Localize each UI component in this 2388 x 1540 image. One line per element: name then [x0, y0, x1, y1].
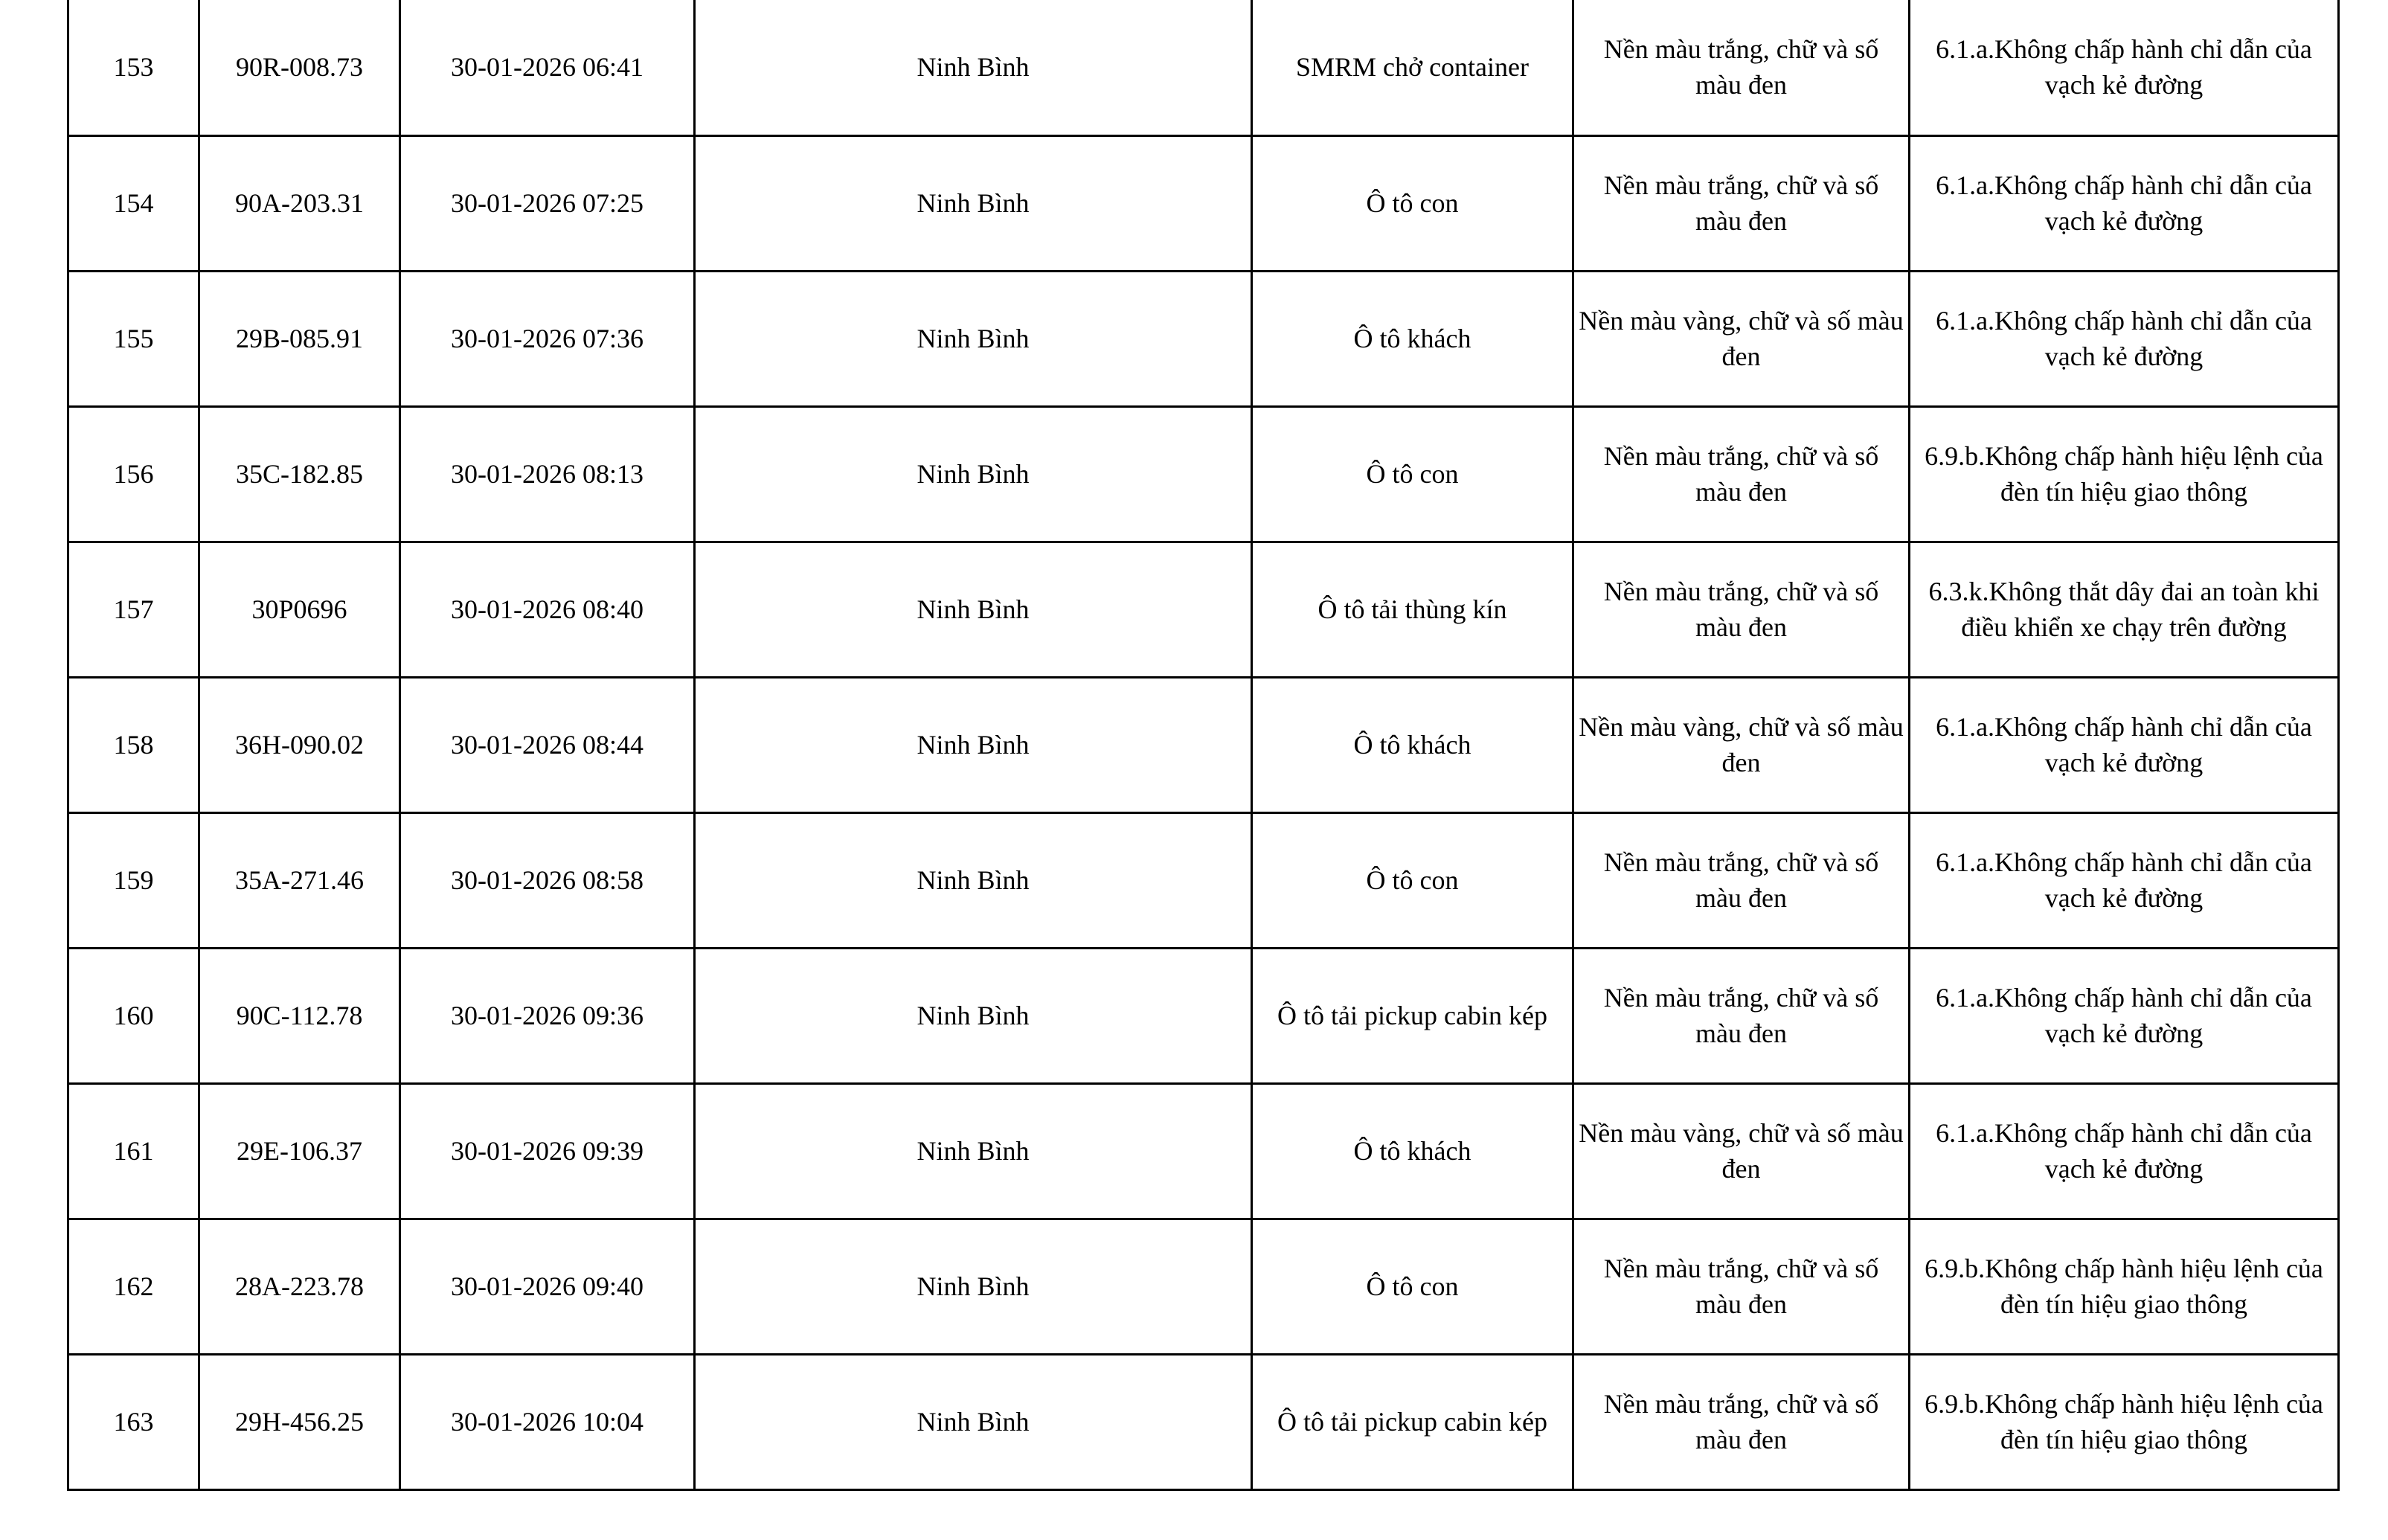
- cell-vehicle-type: Ô tô tải pickup cabin kép: [1252, 948, 1573, 1083]
- cell-plate-color: Nền màu trắng, chữ và số màu đen: [1573, 1354, 1910, 1489]
- table-row: [68, 542, 2339, 677]
- table-body: [68, 0, 2339, 1489]
- table-row: [68, 271, 2339, 406]
- cell-location: Ninh Bình: [695, 406, 1252, 542]
- cell-vehicle-type: Ô tô con: [1252, 135, 1573, 271]
- cell-violation-time: 30-01-2026 09:39: [400, 1083, 695, 1219]
- cell-license-plate: 90R-008.73: [199, 0, 400, 135]
- cell-plate-color: Nền màu trắng, chữ và số màu đen: [1573, 1219, 1910, 1354]
- cell-violation: 6.1.a.Không chấp hành chỉ dẫn của vạch kẻ đường: [1910, 0, 2339, 135]
- table-row: [68, 0, 2339, 135]
- cell-location: Ninh Bình: [695, 948, 1252, 1083]
- cell-plate-color: Nền màu trắng, chữ và số màu đen: [1573, 542, 1910, 677]
- cell-plate-color: Nền màu trắng, chữ và số màu đen: [1573, 135, 1910, 271]
- cell-license-plate: 28A-223.78: [199, 1219, 400, 1354]
- cell-stt: 153: [68, 0, 199, 135]
- cell-plate-color: Nền màu vàng, chữ và số màu đen: [1573, 1083, 1910, 1219]
- cell-stt: 157: [68, 542, 199, 677]
- cell-vehicle-type: Ô tô khách: [1252, 271, 1573, 406]
- cell-violation: 6.1.a.Không chấp hành chỉ dẫn của vạch kẻ đường: [1910, 677, 2339, 812]
- cell-location: Ninh Bình: [695, 1354, 1252, 1489]
- cell-location: Ninh Bình: [695, 0, 1252, 135]
- violation-table: [67, 0, 2340, 1491]
- cell-location: Ninh Bình: [695, 1083, 1252, 1219]
- cell-violation-time: 30-01-2026 08:58: [400, 812, 695, 948]
- cell-violation-time: 30-01-2026 06:41: [400, 0, 695, 135]
- cell-vehicle-type: SMRM chở container: [1252, 0, 1573, 135]
- cell-location: Ninh Bình: [695, 812, 1252, 948]
- cell-violation: 6.9.b.Không chấp hành hiệu lệnh của đèn tín hiệu giao thông: [1910, 406, 2339, 542]
- cell-location: Ninh Bình: [695, 135, 1252, 271]
- cell-violation: 6.9.b.Không chấp hành hiệu lệnh của đèn tín hiệu giao thông: [1910, 1354, 2339, 1489]
- cell-license-plate: 36H-090.02: [199, 677, 400, 812]
- cell-license-plate: 35C-182.85: [199, 406, 400, 542]
- cell-license-plate: 29H-456.25: [199, 1354, 400, 1489]
- cell-plate-color: Nền màu trắng, chữ và số màu đen: [1573, 0, 1910, 135]
- cell-plate-color: Nền màu trắng, chữ và số màu đen: [1573, 406, 1910, 542]
- table-row: [68, 1354, 2339, 1489]
- cell-plate-color: Nền màu vàng, chữ và số màu đen: [1573, 271, 1910, 406]
- cell-violation: 6.9.b.Không chấp hành hiệu lệnh của đèn tín hiệu giao thông: [1910, 1219, 2339, 1354]
- cell-stt: 163: [68, 1354, 199, 1489]
- cell-stt: 154: [68, 135, 199, 271]
- cell-stt: 159: [68, 812, 199, 948]
- cell-license-plate: 35A-271.46: [199, 812, 400, 948]
- table-row: [68, 406, 2339, 542]
- table-row: [68, 1219, 2339, 1354]
- cell-location: Ninh Bình: [695, 271, 1252, 406]
- cell-license-plate: 30P0696: [199, 542, 400, 677]
- cell-vehicle-type: Ô tô khách: [1252, 677, 1573, 812]
- cell-violation-time: 30-01-2026 07:25: [400, 135, 695, 271]
- cell-stt: 160: [68, 948, 199, 1083]
- cell-violation-time: 30-01-2026 07:36: [400, 271, 695, 406]
- cell-stt: 155: [68, 271, 199, 406]
- violation-table-container: [67, 0, 2337, 1491]
- cell-plate-color: Nền màu trắng, chữ và số màu đen: [1573, 948, 1910, 1083]
- cell-vehicle-type: Ô tô tải pickup cabin kép: [1252, 1354, 1573, 1489]
- cell-vehicle-type: Ô tô con: [1252, 406, 1573, 542]
- cell-location: Ninh Bình: [695, 677, 1252, 812]
- table-row: [68, 135, 2339, 271]
- cell-license-plate: 29E-106.37: [199, 1083, 400, 1219]
- cell-violation: 6.3.k.Không thắt dây đai an toàn khi điều khiển xe chạy trên đường: [1910, 542, 2339, 677]
- cell-stt: 161: [68, 1083, 199, 1219]
- cell-license-plate: 90A-203.31: [199, 135, 400, 271]
- cell-violation-time: 30-01-2026 08:13: [400, 406, 695, 542]
- cell-violation-time: 30-01-2026 09:36: [400, 948, 695, 1083]
- cell-violation: 6.1.a.Không chấp hành chỉ dẫn của vạch kẻ đường: [1910, 812, 2339, 948]
- cell-stt: 162: [68, 1219, 199, 1354]
- cell-violation: 6.1.a.Không chấp hành chỉ dẫn của vạch kẻ đường: [1910, 1083, 2339, 1219]
- cell-violation: 6.1.a.Không chấp hành chỉ dẫn của vạch kẻ đường: [1910, 948, 2339, 1083]
- cell-violation-time: 30-01-2026 10:04: [400, 1354, 695, 1489]
- cell-vehicle-type: Ô tô con: [1252, 1219, 1573, 1354]
- cell-vehicle-type: Ô tô khách: [1252, 1083, 1573, 1219]
- cell-violation-time: 30-01-2026 09:40: [400, 1219, 695, 1354]
- cell-plate-color: Nền màu vàng, chữ và số màu đen: [1573, 677, 1910, 812]
- table-row: [68, 1083, 2339, 1219]
- table-row: [68, 677, 2339, 812]
- cell-stt: 158: [68, 677, 199, 812]
- cell-violation-time: 30-01-2026 08:40: [400, 542, 695, 677]
- cell-license-plate: 29B-085.91: [199, 271, 400, 406]
- cell-violation: 6.1.a.Không chấp hành chỉ dẫn của vạch kẻ đường: [1910, 135, 2339, 271]
- cell-vehicle-type: Ô tô tải thùng kín: [1252, 542, 1573, 677]
- cell-location: Ninh Bình: [695, 542, 1252, 677]
- cell-vehicle-type: Ô tô con: [1252, 812, 1573, 948]
- cell-location: Ninh Bình: [695, 1219, 1252, 1354]
- table-row: [68, 948, 2339, 1083]
- cell-violation-time: 30-01-2026 08:44: [400, 677, 695, 812]
- cell-plate-color: Nền màu trắng, chữ và số màu đen: [1573, 812, 1910, 948]
- cell-license-plate: 90C-112.78: [199, 948, 400, 1083]
- cell-stt: 156: [68, 406, 199, 542]
- table-row: [68, 812, 2339, 948]
- cell-violation: 6.1.a.Không chấp hành chỉ dẫn của vạch kẻ đường: [1910, 271, 2339, 406]
